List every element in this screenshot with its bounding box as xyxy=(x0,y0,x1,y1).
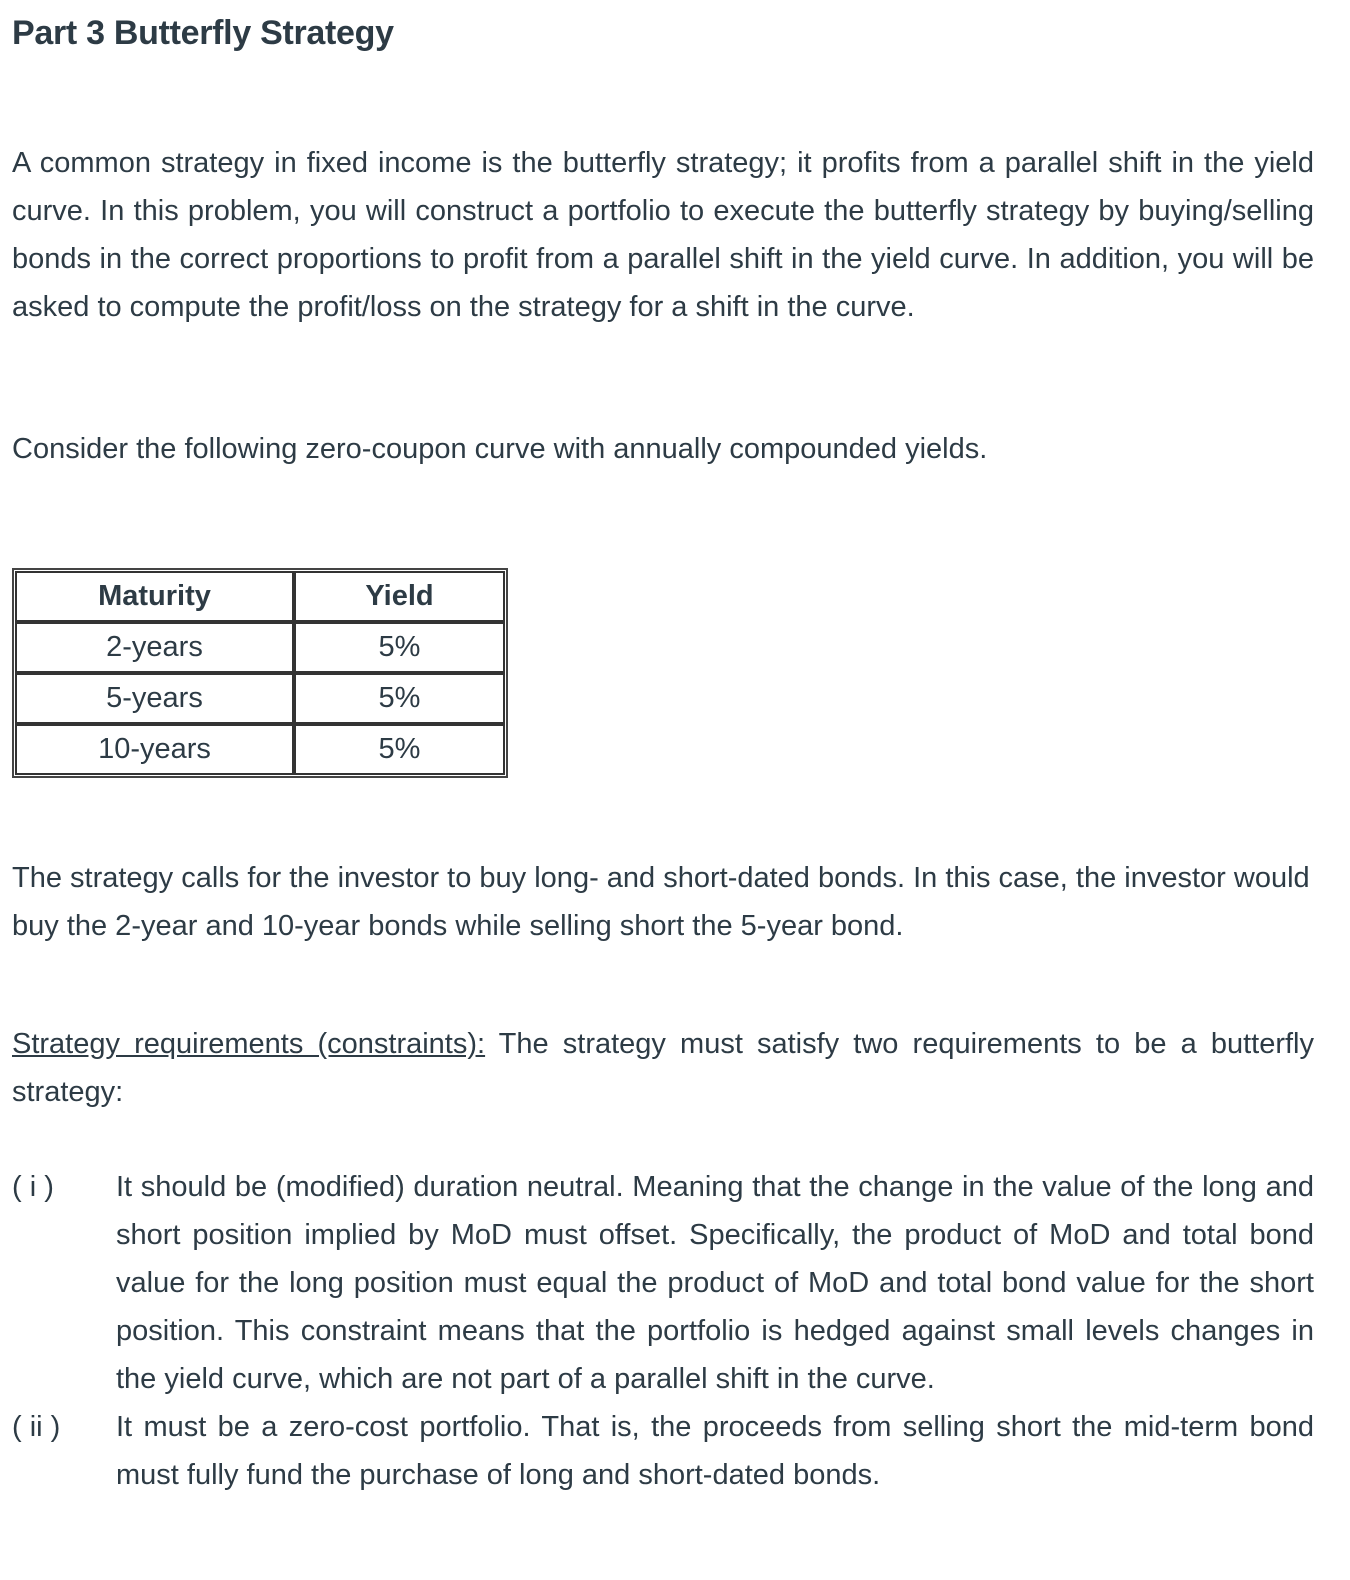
list-marker: ( i ) xyxy=(12,1171,54,1203)
consider-paragraph: Consider the following zero-coupon curve with annually compounded yields. xyxy=(12,433,988,465)
table-row xyxy=(15,724,505,775)
requirements-paragraph xyxy=(12,1020,1314,1116)
maturity-cell: 5-years xyxy=(15,673,294,724)
list-marker: ( ii ) xyxy=(12,1411,61,1443)
table-row xyxy=(15,673,505,724)
header-maturity: Maturity xyxy=(15,571,294,622)
yield-cell: 5% xyxy=(294,724,505,775)
list-item xyxy=(12,1403,1314,1499)
page-title: Part 3 Butterfly Strategy xyxy=(12,14,394,52)
yield-cell: 5% xyxy=(294,673,505,724)
header-yield: Yield xyxy=(294,571,505,622)
yield-curve-table xyxy=(12,568,508,778)
yield-cell: 5% xyxy=(294,622,505,673)
list-item-text: It should be (modified) duration neutral. Meaning that the change in the value of the long and short position implied by MoD must offset. Specifically, the product of MoD and total bond value for the long position must equal the product of MoD and total bond value for the short position. This constraint means that the portfolio is hedged against small levels changes in the yield curve, which are not part of a parallel shift in the curve. xyxy=(116,1171,1314,1395)
requirements-heading: Strategy requirements (constraints): xyxy=(12,1028,486,1060)
list-item-text: It must be a zero-cost portfolio. That is, the proceeds from selling short the mid-term bond must fully fund the purchase of long and short-dated bonds. xyxy=(116,1411,1314,1491)
table-row xyxy=(15,622,505,673)
intro-paragraph: A common strategy in fixed income is the butterfly strategy; it profits from a parallel shift in the yield curve. In this problem, you will construct a portfolio to execute the butterfly strategy by buying/selling bonds in the correct proportions to profit from a parallel shift in the yield curve. In addition, you will be asked to compute the profit/loss on the strategy for a shift in the curve. xyxy=(12,147,1314,323)
maturity-cell: 2-years xyxy=(15,622,294,673)
requirements-list xyxy=(12,1163,1314,1499)
table-header-row xyxy=(15,571,505,622)
requirements-text: The strategy must satisfy two requirements to be a butterfly strategy: xyxy=(12,1028,1314,1108)
maturity-cell: 10-years xyxy=(15,724,294,775)
strategy-paragraph: The strategy calls for the investor to buy long- and short-dated bonds. In this case, the investor would buy the 2-year and 10-year bonds while selling short the 5-year bond. xyxy=(12,862,1310,942)
list-item xyxy=(12,1163,1314,1403)
